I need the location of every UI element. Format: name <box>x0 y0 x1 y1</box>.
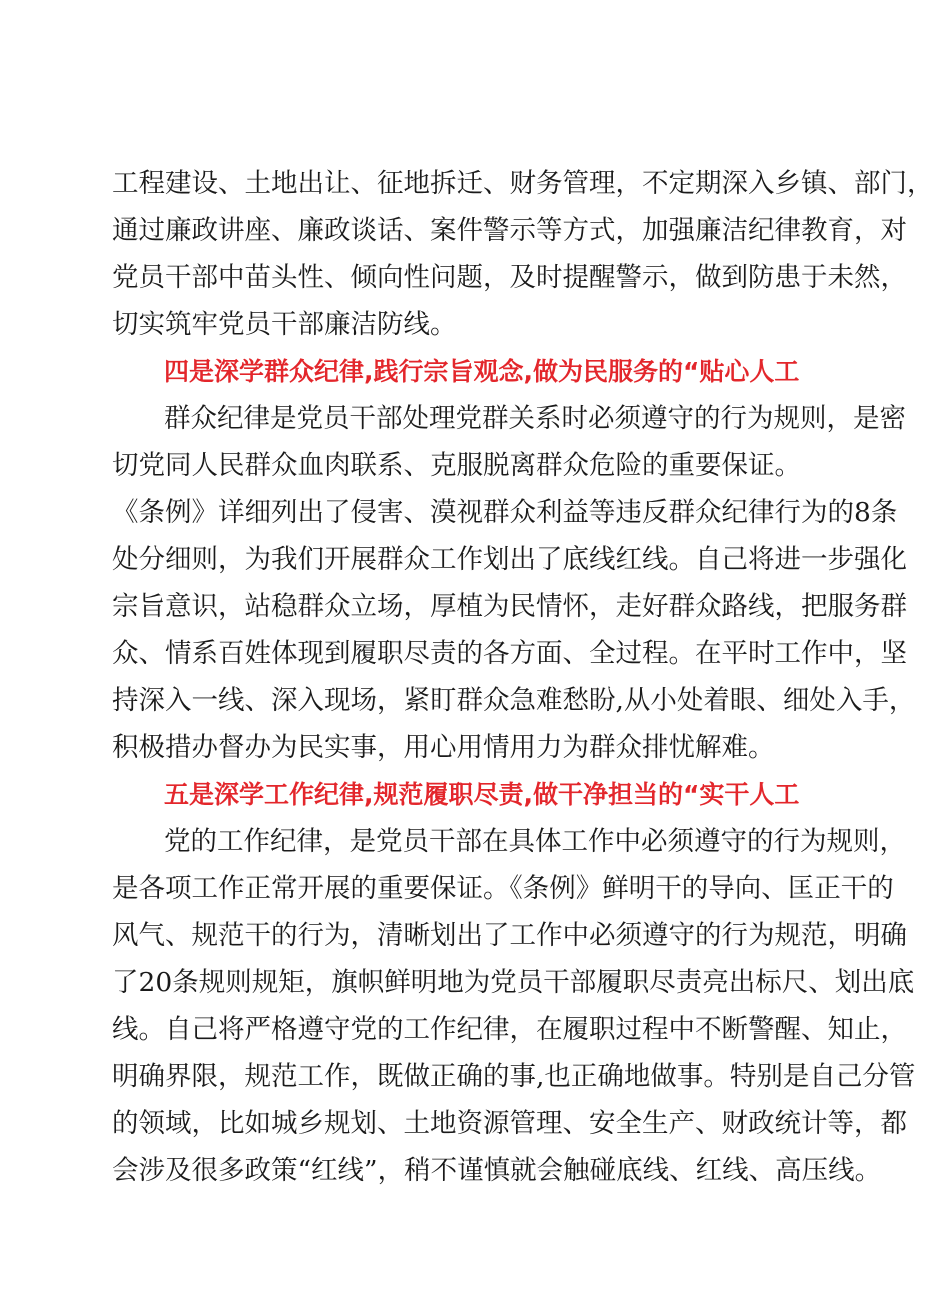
paragraph-line: 的领域，比如城乡规划、土地资源管理、安全生产、财政统计等，都 <box>112 1108 907 1139</box>
paragraph-line: 线。自己将严格遵守党的工作纪律，在履职过程中不断警醒、知止， <box>112 1014 907 1045</box>
paragraph-line: 切实筑牢党员干部廉洁防线。 <box>112 309 457 340</box>
paragraph-line: 是各项工作正常开展的重要保证。《条例》鲜明干的导向、匡正干的 <box>112 873 894 904</box>
paragraph-line: 会涉及很多政策“红线”，稍不谨慎就会触碰底线、红线、高压线。 <box>112 1155 882 1186</box>
paragraph-line: 明确界限，规范工作，既做正确的事,也正确地做事。特别是自己分管 <box>112 1061 916 1092</box>
paragraph-line: 《条例》详细列出了侵害、漠视群众利益等违反群众纪律行为的8条 <box>112 497 898 528</box>
paragraph-line: 工程建设、土地出让、征地拆迁、财务管理，不定期深入乡镇、部门， <box>112 168 934 199</box>
paragraph-line: 持深入一线、深入现场，紧盯群众急难愁盼,从小处着眼、细处入手， <box>112 685 916 716</box>
paragraph-line: 积极措办督办为民实事，用心用情用力为群众排忧解难。 <box>112 732 775 763</box>
paragraph-line: 了20条规则规矩，旗帜鲜明地为党员干部履职尽责亮出标尺、划出底 <box>112 967 915 998</box>
paragraph-line: 党的工作纪律，是党员干部在具体工作中必须遵守的行为规则， <box>164 826 906 857</box>
paragraph-line: 切党同人民群众血肉联系、克服脱离群众危险的重要保证。 <box>112 450 801 481</box>
paragraph-line: 风气、规范干的行为，清晰划出了工作中必须遵守的行为规范，明确 <box>112 920 907 951</box>
paragraph-line: 党员干部中苗头性、倾向性问题，及时提醒警示，做到防患于未然， <box>112 262 907 293</box>
paragraph-line: 众、情系百姓体现到履职尽责的各方面、全过程。在平时工作中，坚 <box>112 638 907 669</box>
paragraph-line: 通过廉政讲座、廉政谈话、案件警示等方式，加强廉洁纪律教育，对 <box>112 215 907 246</box>
paragraph-line: 处分细则，为我们开展群众工作划出了底线红线。自己将进一步强化 <box>112 544 907 575</box>
section-heading-4: 四是深学群众纪律,践行宗旨观念,做为民服务的“贴心人工 <box>164 357 800 386</box>
paragraph-line: 宗旨意识，站稳群众立场，厚植为民情怀，走好群众路线，把服务群 <box>112 591 907 622</box>
section-heading-5: 五是深学工作纪律,规范履职尽责,做干净担当的“实干人工 <box>164 780 800 809</box>
paragraph-line: 群众纪律是党员干部处理党群关系时必须遵守的行为规则，是密 <box>164 403 906 434</box>
